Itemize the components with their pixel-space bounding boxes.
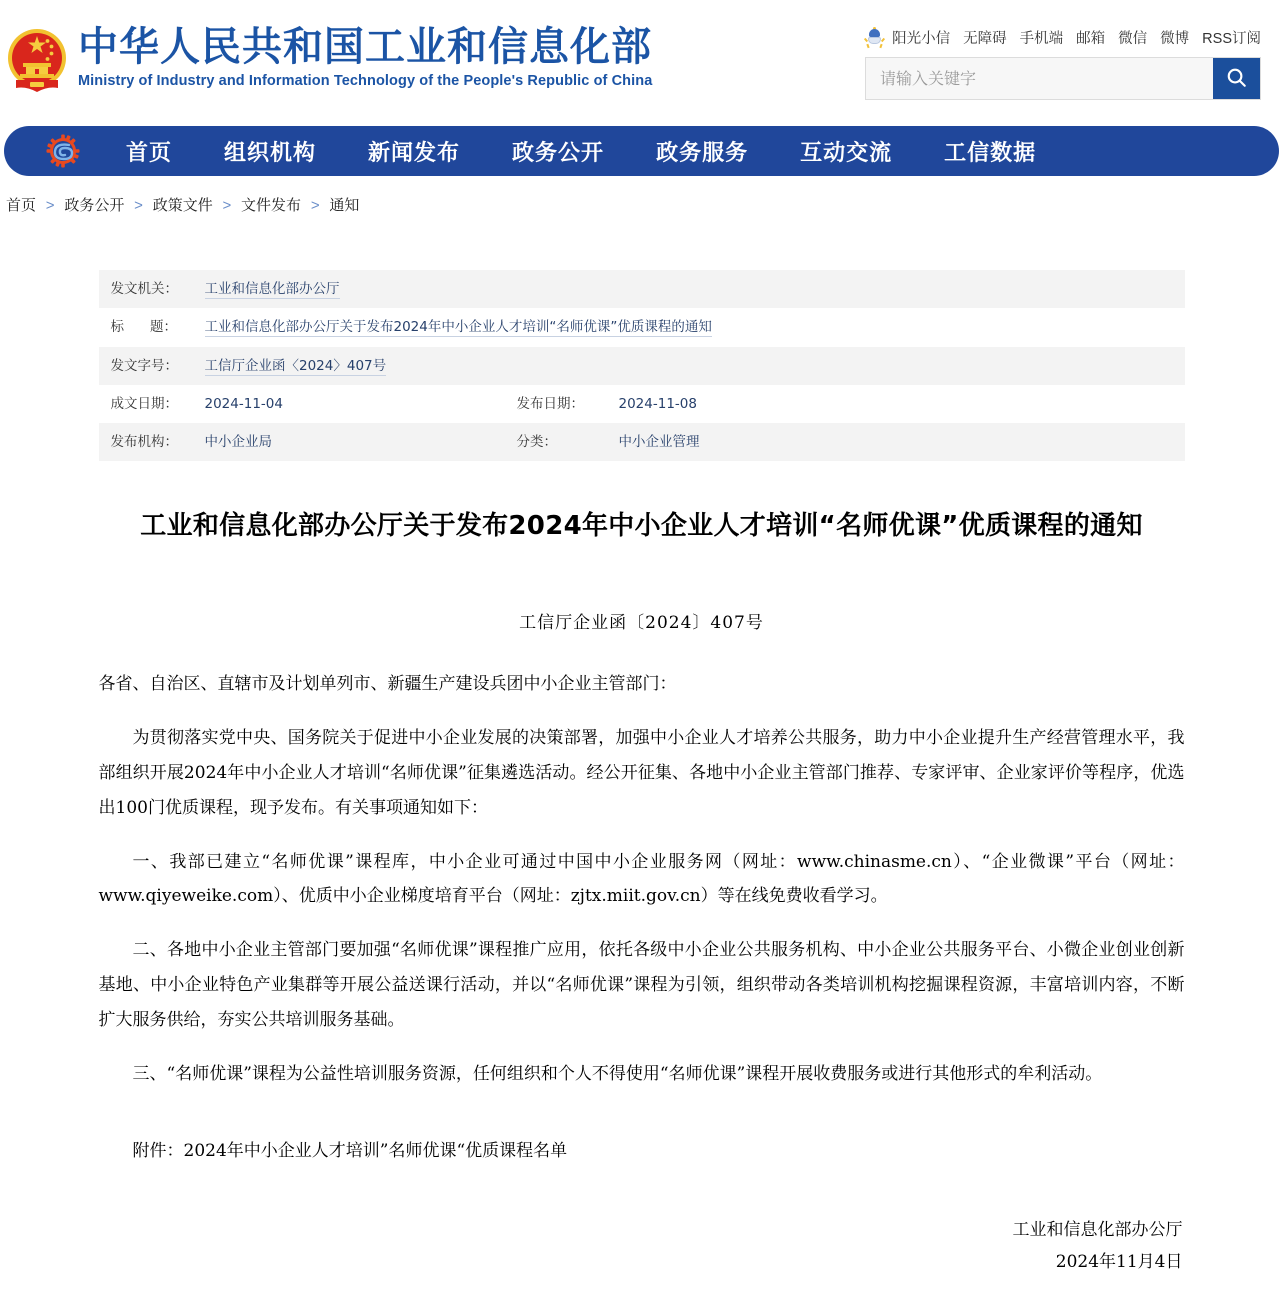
nav-item-organization[interactable]: 组织机构 bbox=[224, 140, 317, 166]
top-link-accessibility[interactable]: 无障碍 bbox=[963, 30, 1007, 47]
search-bar bbox=[865, 57, 1261, 100]
page-title: 工业和信息化部办公厅关于发布2024年中小企业人才培训“名师优课”优质课程的通知 bbox=[140, 511, 1143, 542]
document-paragraph-3: 二、各地中小企业主管部门要加强“名师优课”课程推广应用，依托各级中小企业公共服务机构、中小企业公共服务平台、小微企业创业创新基地、中小企业特色产业集群等开展公益送课行活动，并以“名师优课”课程为引领，组织带动各类培训机构挖掘课程资源，丰富培训内容，不断扩大服务供给，夯实公共培训服务基础。 bbox=[98, 940, 1185, 1030]
nav-item-home[interactable]: 首页 bbox=[126, 140, 173, 166]
nav-item-data[interactable]: 工信数据 bbox=[944, 140, 1037, 166]
brand-title-en: Ministry of Industry and Information Technology of the People's Republic of China bbox=[78, 73, 653, 89]
meta-value-publish-date: 2024-11-08 bbox=[618, 395, 697, 412]
document-salutation: 各省、自治区、直辖市及计划单列市、新疆生产建设兵团中小企业主管部门： bbox=[98, 674, 677, 695]
top-link-mail[interactable]: 邮箱 bbox=[1076, 30, 1106, 47]
signature-organization: 工业和信息化部办公厅 bbox=[1012, 1219, 1183, 1240]
breadcrumb-separator: > bbox=[310, 197, 320, 214]
meta-label-written-date: 成文日期： bbox=[110, 395, 178, 412]
breadcrumb-item-4[interactable]: 通知 bbox=[329, 196, 360, 214]
top-link-rss[interactable]: RSS订阅 bbox=[1202, 30, 1261, 47]
meta-value-written-date: 2024-11-04 bbox=[204, 395, 283, 412]
search-button[interactable] bbox=[1213, 58, 1260, 99]
meta-row-issuing-agency bbox=[99, 270, 1185, 308]
search-icon bbox=[1225, 66, 1248, 92]
document-body bbox=[99, 667, 1185, 1168]
site-header bbox=[0, 0, 1283, 126]
breadcrumb-item-1[interactable]: 政务公开 bbox=[64, 196, 125, 214]
document-number: 工信厅企业函〔2024〕407号 bbox=[519, 613, 764, 634]
nav-item-government-affairs[interactable]: 政务公开 bbox=[512, 140, 605, 166]
breadcrumb-item-2[interactable]: 政策文件 bbox=[152, 196, 213, 214]
brand-text bbox=[78, 24, 652, 89]
top-link-mobile[interactable]: 手机端 bbox=[1019, 30, 1064, 47]
document-attachment-link[interactable]: 附件：2024年中小企业人才培训”名师优课“优质课程名单 bbox=[132, 1140, 568, 1161]
breadcrumb-separator: > bbox=[134, 197, 143, 214]
document-paragraph-2: 一、我部已建立“名师优课”课程库，中小企业可通过中国中小企业服务网（网址：www.chinasme.cn）、“企业微课”平台（网址：www.qiyeweike.com）、优质中小企业梯度培育平台（网址：zjtx.miit.gov.cn）等在线免费收看学习。 bbox=[98, 851, 1185, 907]
meta-value-issuing-agency[interactable]: 工业和信息化部办公厅 bbox=[204, 281, 340, 297]
meta-label-title: 标 题： bbox=[110, 319, 177, 336]
main-nav bbox=[4, 126, 1279, 176]
breadcrumb bbox=[0, 176, 1283, 215]
top-link-sunshine[interactable]: 阳光小信 bbox=[892, 30, 951, 47]
meta-label-category: 分类： bbox=[516, 434, 557, 450]
nav-item-government-services[interactable]: 政务服务 bbox=[656, 140, 749, 166]
meta-value-title[interactable]: 工业和信息化部办公厅关于发布2024年中小企业人才培训“名师优课”优质课程的通知 bbox=[204, 319, 712, 336]
top-link-wechat[interactable]: 微信 bbox=[1118, 30, 1148, 47]
breadcrumb-separator: > bbox=[222, 197, 232, 214]
brand-title-cn: 中华人民共和国工业和信息化部 bbox=[78, 24, 652, 70]
document-paragraph-4: 三、“名师优课”课程为公益性培训服务资源，任何组织和个人不得使用“名师优课”课程开展收费服务或进行其他形式的牟利活动。 bbox=[132, 1063, 1103, 1084]
site-brand[interactable] bbox=[6, 22, 652, 96]
meta-label-issuing-agency: 发文机关： bbox=[110, 281, 178, 297]
breadcrumb-item-0[interactable]: 首页 bbox=[6, 196, 37, 214]
bottom-spacer bbox=[99, 1278, 1185, 1308]
meta-row-dates bbox=[99, 385, 1185, 423]
national-emblem-icon bbox=[6, 24, 68, 96]
meta-row-document-number bbox=[99, 347, 1185, 385]
meta-label-document-number: 发文字号： bbox=[110, 357, 178, 374]
signature-date: 2024年11月4日 bbox=[1055, 1251, 1183, 1272]
sunshine-robot-icon bbox=[865, 27, 884, 47]
nav-item-news[interactable]: 新闻发布 bbox=[368, 140, 461, 166]
meta-label-publishing-org: 发布机构： bbox=[110, 434, 178, 450]
meta-value-category: 中小企业管理 bbox=[618, 434, 700, 450]
search-input[interactable] bbox=[866, 58, 1213, 99]
document-signature bbox=[99, 1214, 1185, 1279]
meta-row-title bbox=[99, 308, 1185, 346]
meta-row-org-category bbox=[99, 423, 1185, 461]
document-meta-table bbox=[99, 270, 1185, 461]
breadcrumb-item-3[interactable]: 文件发布 bbox=[241, 196, 302, 214]
meta-label-publish-date: 发布日期： bbox=[516, 395, 584, 412]
header-right bbox=[865, 26, 1261, 100]
article bbox=[99, 270, 1185, 1308]
top-links bbox=[865, 26, 1261, 48]
meta-value-document-number[interactable]: 工信厅企业函〈2024〉407号 bbox=[204, 357, 387, 374]
top-link-weibo[interactable]: 微博 bbox=[1160, 30, 1190, 47]
document-paragraph-1: 为贯彻落实党中央、国务院关于促进中小企业发展的决策部署，加强中小企业人才培养公共服务，助力中小企业提升生产经营管理水平，我部组织开展2024年中小企业人才培训“名师优课”征集遴选活动。经公开征集、各地中小企业主管部门推荐、专家评审、企业家评价等程序，优选出100门优质课程，现予发布。有关事项通知如下： bbox=[98, 728, 1185, 818]
breadcrumb-separator: > bbox=[45, 197, 55, 214]
main-nav-wrapper bbox=[0, 126, 1283, 176]
meta-value-publishing-org: 中小企业局 bbox=[204, 434, 272, 450]
gear-swirl-logo-icon[interactable] bbox=[46, 134, 80, 168]
nav-item-interaction[interactable]: 互动交流 bbox=[800, 140, 893, 166]
